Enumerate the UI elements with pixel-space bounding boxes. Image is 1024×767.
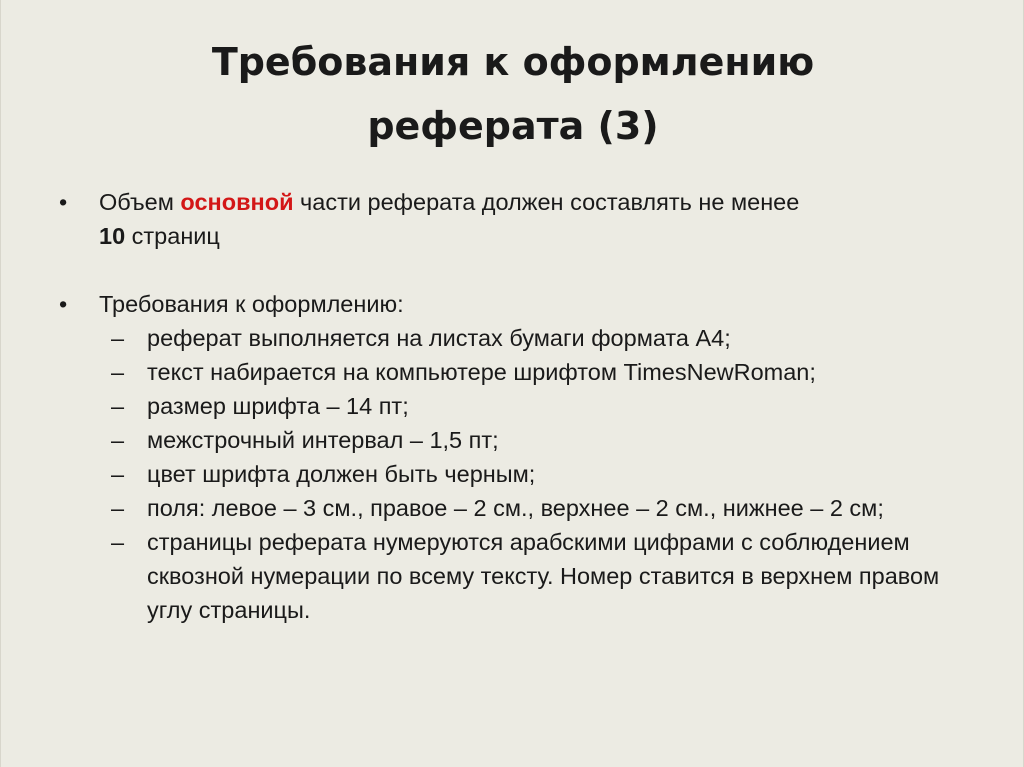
bullet-dot-icon: •: [59, 291, 68, 317]
bullet-volume: [59, 185, 989, 253]
bullet-volume-text-2: части реферата должен составлять не менее: [293, 189, 800, 215]
sub-item-text: размер шрифта – 14 пт;: [147, 393, 409, 419]
sub-item-text: страницы реферата нумеруются арабскими цифрами с соблюдением сквозной нумерации по всему тексту. Номер ставится в верхнем правом углу страницы.: [147, 529, 940, 623]
sub-item: [59, 457, 989, 491]
sub-item-text: поля: левое – 3 см., правое – 2 см., верхнее – 2 см., нижнее – 2 см;: [147, 495, 884, 521]
sub-item-text: реферат выполняется на листах бумаги формата А4;: [147, 325, 731, 351]
bullet-dot-icon: •: [59, 189, 68, 215]
dash-icon: –: [111, 461, 125, 487]
dash-icon: –: [111, 393, 125, 419]
sub-item-text: межстрочный интервал – 1,5 пт;: [147, 427, 499, 453]
dash-icon: –: [111, 427, 125, 453]
highlight-word: основной: [180, 189, 294, 215]
bullet-volume-text-1: Объем: [99, 189, 181, 215]
sub-item: [59, 321, 989, 355]
title-line-2: реферата (3): [367, 104, 659, 148]
bullet-requirements: [59, 287, 989, 321]
bullet-requirements-label: Требования к оформлению:: [99, 291, 404, 317]
sub-item: [59, 423, 989, 457]
dash-icon: –: [111, 325, 125, 351]
sub-item: [59, 389, 989, 423]
sub-item: [59, 491, 989, 525]
sub-item: [59, 525, 989, 627]
dash-icon: –: [111, 529, 125, 555]
spacer: [59, 253, 989, 287]
dash-icon: –: [111, 495, 125, 521]
dash-icon: –: [111, 359, 125, 385]
page-count: 10: [99, 223, 126, 249]
bullet-volume-text-3: страниц: [125, 223, 220, 249]
sub-item: [59, 355, 989, 389]
sub-item-text: текст набирается на компьютере шрифтом TimesNewRoman;: [147, 359, 816, 385]
slide-body: [59, 185, 989, 627]
sub-item-text: цвет шрифта должен быть черным;: [147, 461, 536, 487]
slide-title: [1, 30, 1024, 158]
title-line-1: Требования к оформлению: [211, 40, 815, 84]
